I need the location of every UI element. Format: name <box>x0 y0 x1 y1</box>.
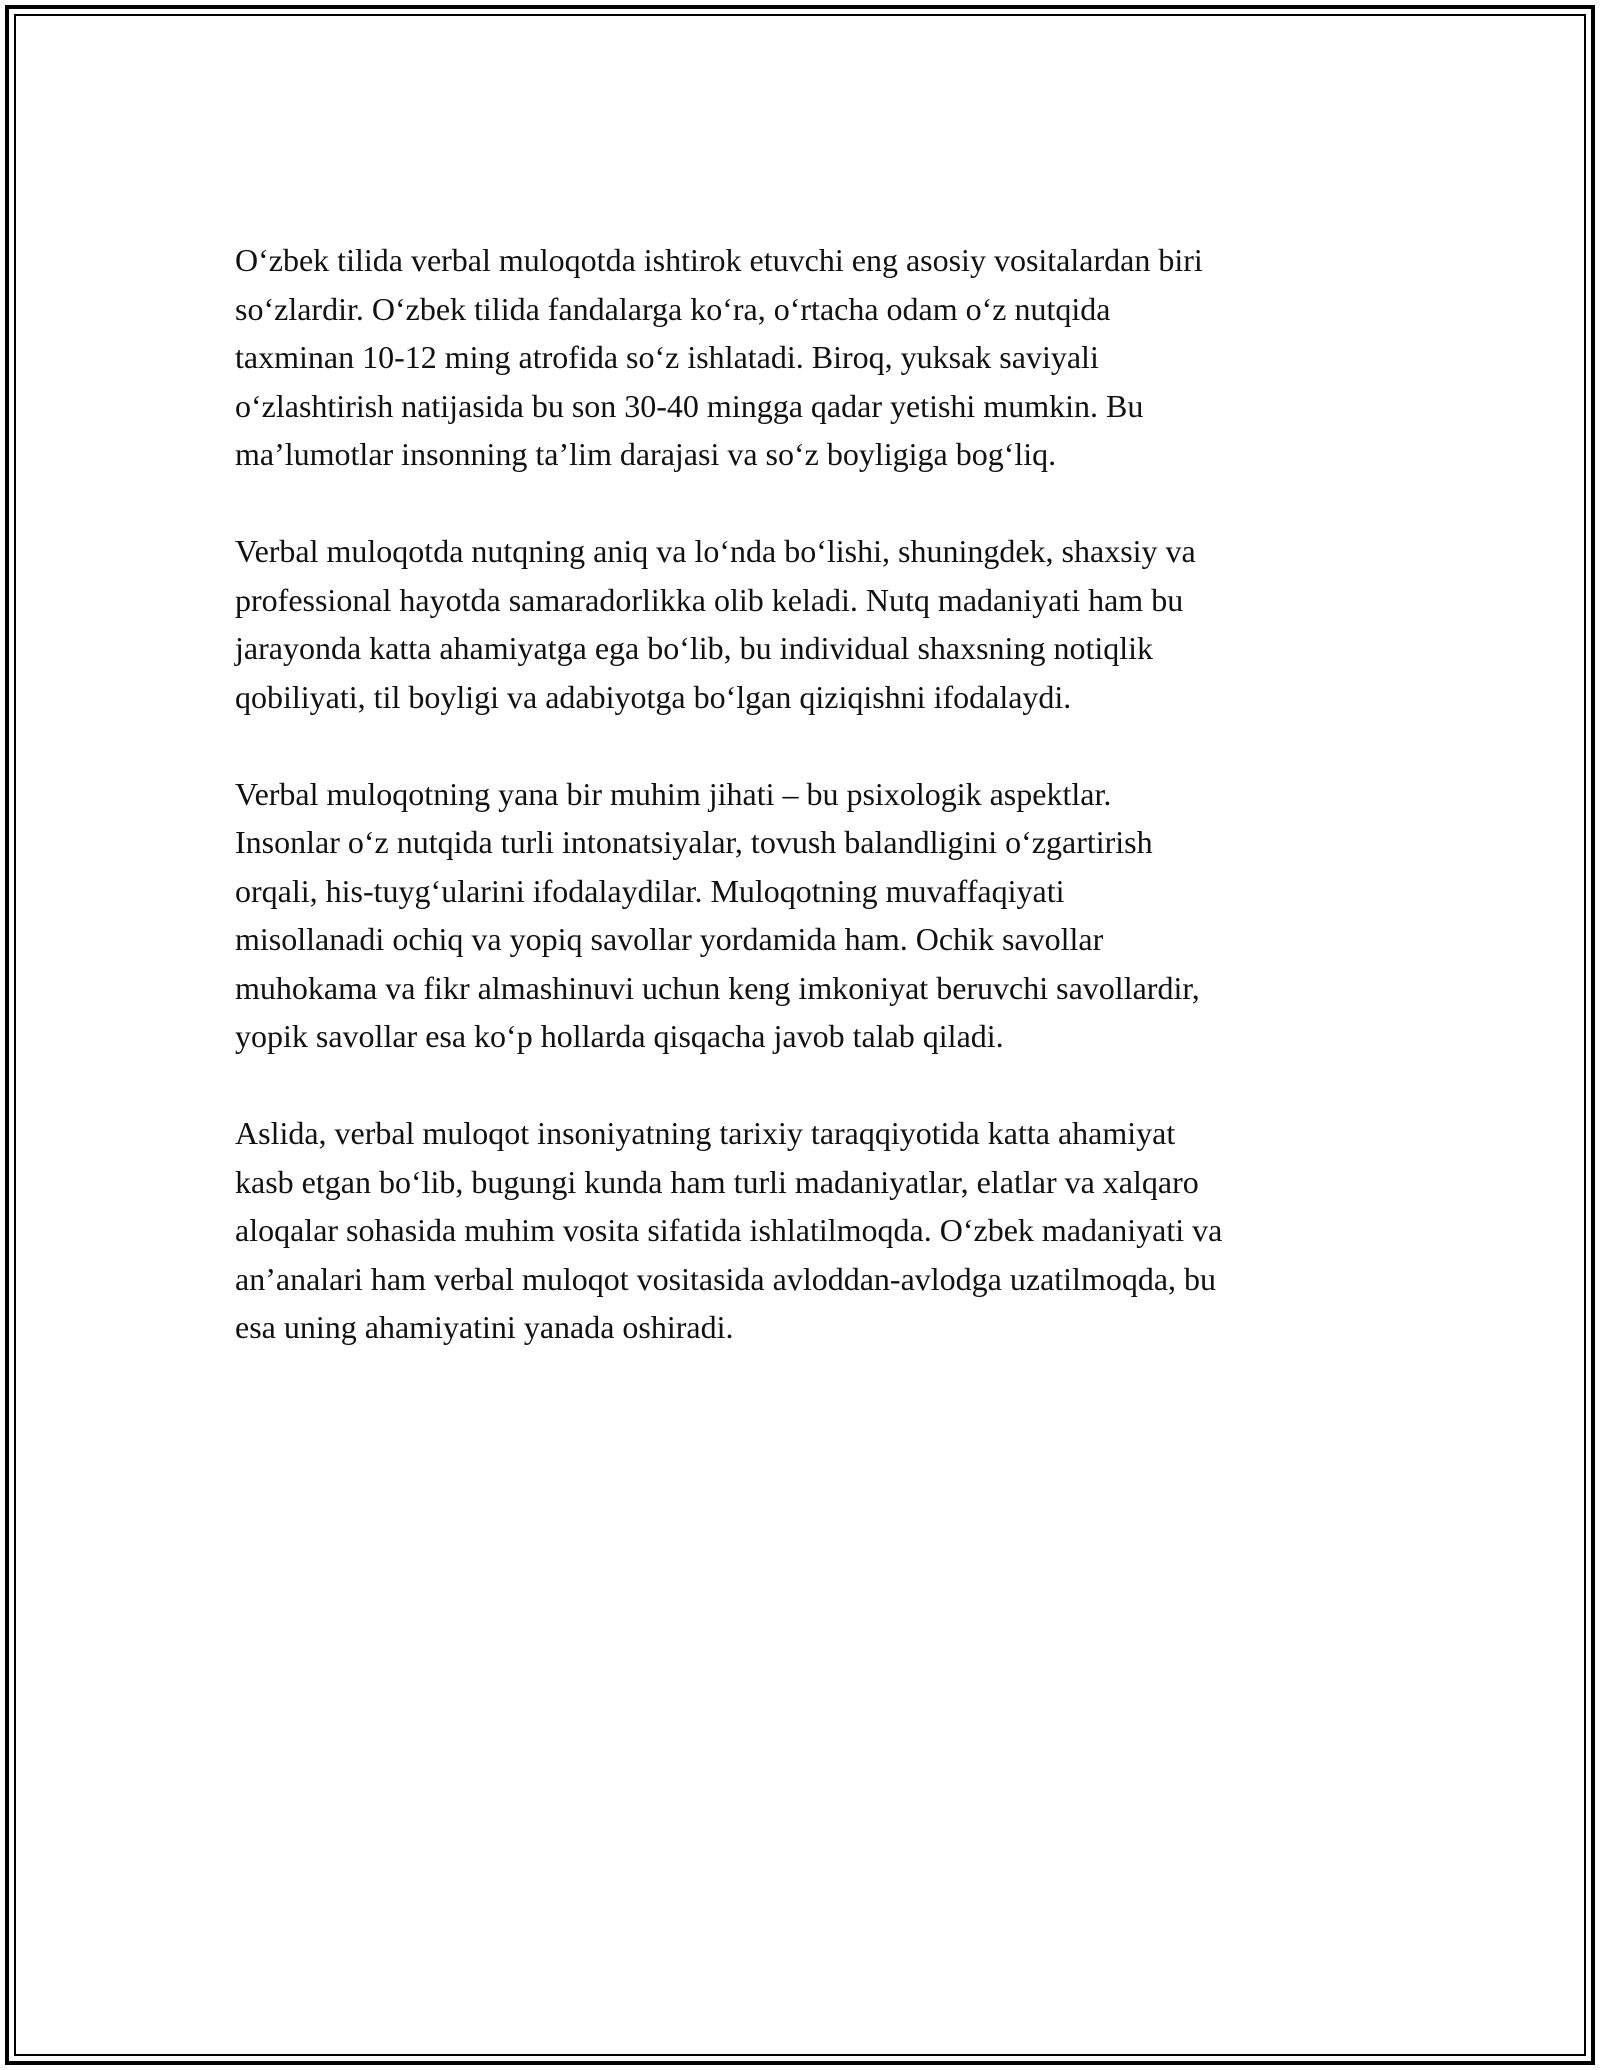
text-line: an’analari ham verbal muloqot vositasida avloddan-avlodga uzatilmoqda, bu <box>235 1260 1217 1297</box>
text-line: Aslida, verbal muloqot insoniyatning tarixiy taraqqiyotida katta ahamiyat <box>235 1115 1176 1151</box>
text-line: Verbal muloqotning yana bir muhim jihati – bu psixologik aspektlar. <box>235 775 1112 812</box>
text-line: muhokama va fikr almashinuvi uchun keng imkoniyat beruvchi savollardir, <box>235 969 1200 1006</box>
paragraph-2 <box>235 527 1385 721</box>
text-line: o‘zlashtirish natijasida bu son 30-40 mingga qadar yetishi mumkin. Bu <box>235 387 1144 424</box>
text-line: taxminan 10-12 ming atrofida so‘z ishlatadi. Biroq, yuksak saviyali <box>235 339 1099 375</box>
text-line: Verbal muloqotda nutqning aniq va lo‘nda bo‘lishi, shuningdek, shaxsiy va <box>235 533 1196 569</box>
document-body <box>235 236 1385 1400</box>
paragraph-1 <box>235 236 1385 479</box>
text-line: so‘zlardir. O‘zbek tilida fandalarga ko‘ra, o‘rtacha odam o‘z nutqida <box>235 290 1111 327</box>
text-line: jarayonda katta ahamiyatga ega bo‘lib, bu individual shaxsning notiqlik <box>235 630 1153 666</box>
text-line: esa uning ahamiyatini yanada oshiradi. <box>235 1309 734 1345</box>
text-line: Insonlar o‘z nutqida turli intonatsiyalar, tovush balandligini o‘zgartirish <box>235 824 1153 860</box>
paragraph-3 <box>235 770 1385 1061</box>
text-line: misollanadi ochiq va yopiq savollar yordamida ham. Ochik savollar <box>235 921 1104 957</box>
text-line: yopik savollar esa ko‘p hollarda qisqacha javob talab qiladi. <box>235 1018 1004 1054</box>
text-line: professional hayotda samaradorlikka olib keladi. Nutq madaniyati ham bu <box>235 581 1184 618</box>
text-line: orqali, his-tuyg‘ularini ifodalaydilar. Muloqotning muvaffaqiyati <box>235 872 1065 909</box>
text-line: qobiliyati, til boyligi va adabiyotga bo‘lgan qiziqishni ifodalaydi. <box>235 678 1072 715</box>
text-line: O‘zbek tilida verbal muloqotda ishtirok etuvchi eng asosiy vositalardan biri <box>235 242 1203 278</box>
text-line: aloqalar sohasida muhim vosita sifatida ishlatilmoqda. O‘zbek madaniyati va <box>235 1212 1223 1248</box>
text-line: kasb etgan bo‘lib, bugungi kunda ham turli madaniyatlar, elatlar va xalqaro <box>235 1163 1199 1200</box>
paragraph-4 <box>235 1109 1385 1352</box>
text-line: ma’lumotlar insonning ta’lim darajasi va so‘z boyligiga bog‘liq. <box>235 436 1057 472</box>
